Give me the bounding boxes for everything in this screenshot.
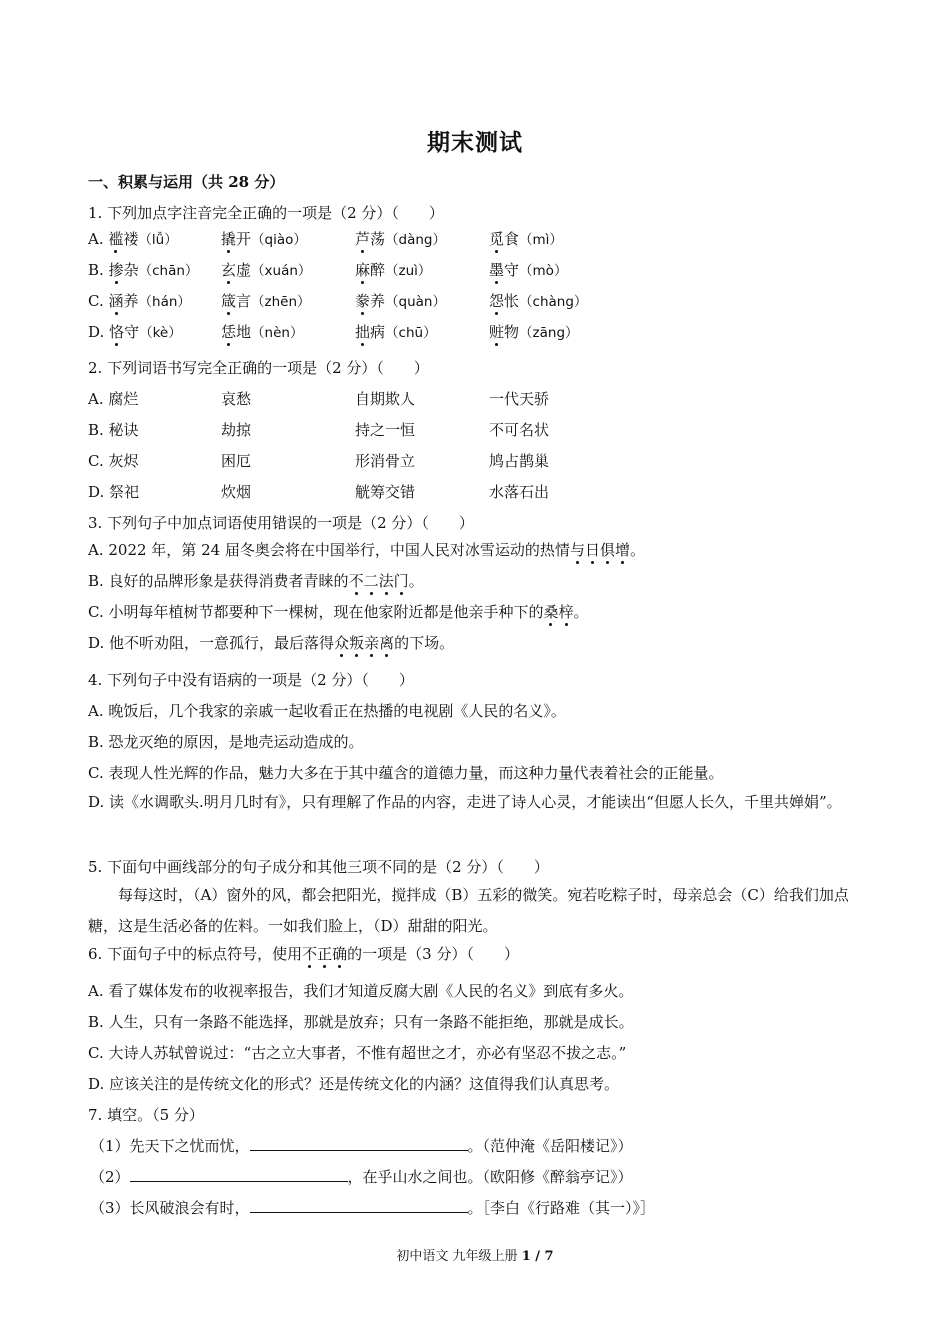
question-4-option-a: A. 晚饭后，几个我家的亲戚一起收看正在热播的电视剧《人民的名义》。 bbox=[88, 702, 566, 720]
page-number: 1 / 7 bbox=[521, 1249, 554, 1264]
question-6-option-a: A. 看了媒体发布的收视率报告，我们才知道反腐大剧《人民的名义》到底有多火。 bbox=[88, 982, 634, 1000]
question-2-row-1-item-2: 哀愁 bbox=[221, 390, 252, 408]
question-1-option-d-item-3: 拙病（chū） bbox=[355, 323, 437, 341]
option-label: D. bbox=[88, 323, 105, 341]
question-1-option-c-item-3: 豢养（quàn） bbox=[355, 292, 446, 310]
answer-blank-3[interactable] bbox=[250, 1198, 468, 1213]
page-title: 期末测试 bbox=[427, 129, 523, 156]
question-2-row-2-item-3: 持之一恒 bbox=[355, 421, 416, 439]
question-7-line-2: （2） ，在乎山水之间也。（欧阳修《醉翁亭记》） bbox=[90, 1168, 633, 1186]
question-5-stem: 5. 下面句中画线部分的句子成分和其他三项不同的是（2 分）（ ） bbox=[88, 858, 549, 876]
answer-blank-2[interactable] bbox=[130, 1167, 348, 1182]
emphasized-word: 不二法门 bbox=[348, 572, 409, 590]
question-6-option-c: C. 大诗人苏轼曾说过：“古之立大事者，不惟有超世之才，亦必有坚忍不拔之志。” bbox=[88, 1044, 627, 1062]
question-2-row-1-item-4: 一代天骄 bbox=[489, 390, 550, 408]
emphasized-word: 桑梓 bbox=[543, 603, 574, 621]
question-3-stem: 3. 下列句子中加点词语使用错误的一项是（2 分）（ ） bbox=[88, 514, 474, 532]
question-4-option-b: B. 恐龙灭绝的原因，是地壳运动造成的。 bbox=[88, 733, 364, 751]
question-1-option-d-item-1: D. 恪守（kè） bbox=[88, 323, 182, 341]
page-footer: 初中语文 九年级上册 1 / 7 bbox=[396, 1249, 554, 1264]
question-2-row-3-item-2: 困厄 bbox=[221, 452, 252, 470]
question-1-option-c-item-1: C. 涵养（hán） bbox=[88, 292, 191, 310]
question-6-stem: 6. 下面句子中的标点符号，使用不正确的一项是（3 分）（ ） bbox=[88, 945, 519, 963]
question-2-row-4-item-1: D. 祭祀 bbox=[88, 483, 140, 501]
option-label: A. bbox=[88, 230, 104, 248]
question-2-row-2-item-2: 劫掠 bbox=[221, 421, 252, 439]
question-2-row-4-item-3: 觥筹交错 bbox=[355, 483, 416, 501]
question-7-stem: 7. 填空。（5 分） bbox=[88, 1106, 204, 1124]
question-2-stem: 2. 下列词语书写完全正确的一项是（2 分）（ ） bbox=[88, 359, 429, 377]
section-heading: 一、积累与运用（共 28 分） bbox=[88, 173, 285, 191]
question-1-option-d-item-4: 赃物（zāng） bbox=[489, 323, 579, 341]
question-4-stem: 4. 下列句子中没有语病的一项是（2 分）（ ） bbox=[88, 671, 414, 689]
emphasized-word: 与日俱增 bbox=[569, 541, 630, 559]
question-1-option-c-item-4: 怨怅（chàng） bbox=[489, 292, 588, 310]
option-label: B. bbox=[88, 261, 104, 279]
question-1-option-a-item-3: 芦荡（dàng） bbox=[355, 230, 446, 248]
question-4-option-c: C. 表现人性光辉的作品，魅力大多在于其中蕴含的道德力量，而这种力量代表着社会的正能量。 bbox=[88, 764, 724, 782]
question-2-row-3-item-3: 形消骨立 bbox=[355, 452, 416, 470]
question-3-option-d: D. 他不听劝阻，一意孤行，最后落得众叛亲离的下场。 bbox=[88, 634, 455, 652]
question-7-line-1: （1）先天下之忧而忧， 。（范仲淹《岳阳楼记》） bbox=[90, 1137, 633, 1155]
question-2-row-2-item-1: B. 秘诀 bbox=[88, 421, 139, 439]
emphasized-word: 众叛亲离 bbox=[334, 634, 395, 652]
question-2-row-3-item-4: 鸠占鹊巢 bbox=[489, 452, 550, 470]
question-1-option-b-item-4: 墨守（mò） bbox=[489, 261, 568, 279]
question-2-row-4-item-4: 水落石出 bbox=[489, 483, 550, 501]
question-2-row-1-item-1: A. 腐烂 bbox=[88, 390, 139, 408]
question-1-option-a-item-2: 撬开（qiào） bbox=[221, 230, 307, 248]
question-1-option-c-item-2: 箴言（zhēn） bbox=[221, 292, 311, 310]
question-7-line-3: （3）长风破浪会有时， 。［李白《行路难（其一）》］ bbox=[90, 1199, 656, 1217]
answer-blank-1[interactable] bbox=[250, 1136, 468, 1151]
question-6-option-b: B. 人生，只有一条路不能选择，那就是放弃；只有一条路不能拒绝，那就是成长。 bbox=[88, 1013, 634, 1031]
option-label: C. bbox=[88, 292, 104, 310]
question-5-passage: 每每这时，（A）窗外的风，都会把阳光，搅拌成（B）五彩的微笑。宛若吃粽子时，母亲总会（C）给我们加点糖，这是生活必备的佐料。一如我们脸上，（D）甜甜的阳光。 bbox=[88, 886, 849, 935]
question-3-option-c: C. 小明每年植树节都要种下一棵树，现在他家附近都是他亲手种下的桑梓。 bbox=[88, 603, 589, 621]
question-1-option-b-item-2: 玄虚（xuán） bbox=[221, 261, 312, 279]
question-2-row-3-item-1: C. 灰烬 bbox=[88, 452, 139, 470]
question-1-option-a-item-1: A. 褴褛（lǚ） bbox=[88, 230, 178, 248]
question-1-option-d-item-2: 恁地（nèn） bbox=[221, 323, 304, 341]
question-1-option-b-item-1: B. 掺杂（chān） bbox=[88, 261, 199, 279]
question-3-option-a: A. 2022 年，第 24 届冬奥会将在中国举行，中国人民对冰雪运动的热情与日俱增。 bbox=[88, 541, 646, 559]
question-4-option-d: D. 读《水调歌头.明月几时有》，只有理解了作品的内容，走进了诗人心灵，才能读出“但愿人长久，千里共婵娟”。 bbox=[88, 793, 842, 811]
question-1-option-a-item-4: 觅食（mì） bbox=[489, 230, 563, 248]
question-2-row-1-item-3: 自期欺人 bbox=[355, 390, 416, 408]
question-6-option-d: D. 应该关注的是传统文化的形式？还是传统文化的内涵？这值得我们认真思考。 bbox=[88, 1075, 620, 1093]
question-2-row-2-item-4: 不可名状 bbox=[489, 421, 550, 439]
question-1-stem: 1. 下列加点字注音完全正确的一项是（2 分）（ ） bbox=[88, 204, 444, 222]
question-2-row-4-item-2: 炊烟 bbox=[221, 483, 252, 501]
emphasized-word: 不正确 bbox=[302, 945, 348, 963]
question-1-option-b-item-3: 麻醉（zuì） bbox=[355, 261, 432, 279]
question-3-option-b: B. 良好的品牌形象是获得消费者青睐的不二法门。 bbox=[88, 572, 424, 590]
